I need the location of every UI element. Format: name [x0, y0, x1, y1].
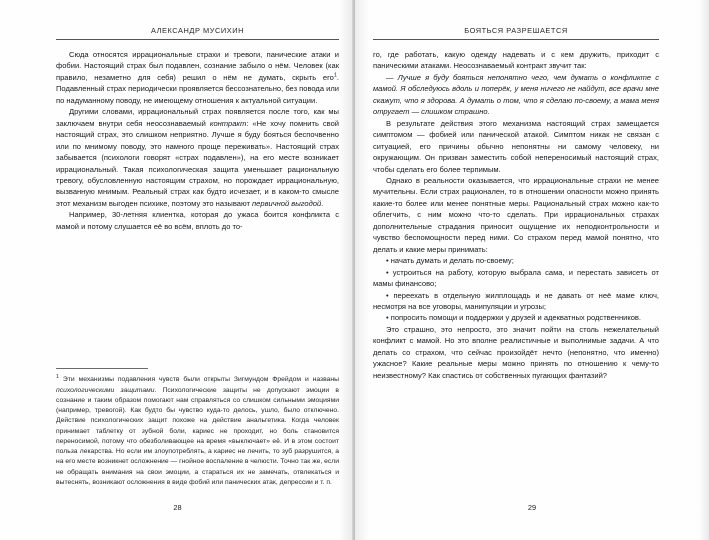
- right-page-body: [373, 49, 659, 381]
- paragraph: [56, 49, 339, 106]
- paragraph: Однако в реальности оказывается, что иррациональные страхи не менее мучительны. Если страх рационален, то в отношении опасности можно принять какие-то более или менее понятные меры. Рациональный страх можно как-то облегчить, с ним можно что-то сделать. При иррациональных страхах дополнительные страдания приносит ощущение их неподконтрольности и чувство беспомощности перед ними. Со страхом перед мамой понятно, что делать и какие меры принимать:: [373, 175, 659, 254]
- left-page-body: [56, 49, 339, 232]
- paragraph: [56, 209, 339, 232]
- footnote-text: [56, 375, 339, 488]
- running-head-author: АЛЕКСАНДР МУСИХИН: [151, 26, 244, 35]
- right-page: [355, 0, 709, 540]
- footnote-part-1: Эти механизмы подавления чувств были открыты Зигмундом Фрейдом и названы: [59, 376, 339, 384]
- page-number-right: 29: [527, 503, 537, 512]
- running-head-title: БОЯТЬСЯ РАЗРЕШАЕТСЯ: [464, 26, 568, 35]
- footnote-block: [56, 368, 339, 488]
- paragraph-final: Это страшно, это непросто, это значит пойти на столь нежелательный конфликт с мамой. Но это вполне реалистичные и выполнимые задачи. А что делать со страхом, что сейчас произойдёт нечто (непонятно, что именно) ужасное? Какие реальные меры можно принять по отношению к чему-то неизвестному? Как спастись от собственных пугающих фантазий?: [373, 324, 659, 380]
- quote-text: — Лучше я буду бояться непонятно чего, чем думать о конфликте с мамой. Я обследуюсь вдоль и поперёк, у меня ничего не найдут, все врачи мне скажут, что я здорова. А думать о том, что я сделаю по-своему, а мама меня отругает — слишком страшно.: [373, 72, 659, 117]
- list-item: • начать думать и делать по-своему;: [386, 256, 514, 266]
- paragraph: [56, 106, 339, 209]
- running-head-rule: [373, 39, 659, 40]
- paragraph-text: Другими словами, иррациональный страх появляется после того, как мы заключаем внутри себя неосознаваемый: [56, 107, 339, 128]
- paragraph: В результате действия этого механизма настоящий страх замещается симптомом — фобией или панической атакой. Симптом никак не связан с ситуацией, его причины обычно непонятны ни самому человеку, ни окружающим. Он призван заместить собой непереносимый настоящий страх, чтобы сделать его более терпимым.: [373, 118, 659, 174]
- list-item: • переехать в отдельную жилплощадь и не давать от неё маме ключ, несмотря на все уговоры, манипуляции и угрозы;: [373, 290, 659, 311]
- paragraph-tail: : «Не хочу помнить свой настоящий страх, это слишком неприятно. Лучше я буду бояться беспочвенно или по мнимому поводу, это намного проще переживать». Настоящий страх забывается (психологи говорят «страх подавлен»), на его месте возникает иррациональный. Такая психологическая защита уменьшает рациональную тревогу, обусловленную настоящим страхом, но порождает иррациональную, вызванную мнимым. Реальный страх как будто исчезает, и в каком-то смысле этот механизм выгоден психике, поэтому это называют: [56, 118, 339, 208]
- paragraph-continued: го, где работать, какую одежду надевать и с кем дружить, приходит с паническими атаками. Неосознаваемый контракт звучит так:: [373, 50, 659, 71]
- footnote-number: 1: [56, 374, 59, 380]
- paragraph-text: Например, 30-летняя клиентка, которая до ужаса боится конфликта с мамой и потому слушается её во всём, вплоть до то-: [56, 210, 339, 231]
- footnote-separator-rule: [56, 368, 148, 369]
- list-item: • устроиться на работу, которую выбрала сама, и перестать зависеть от мамы финансово;: [373, 267, 659, 289]
- paragraph-text: Сюда относятся иррациональные страхи и тревоги, панические атаки и фобии. Настоящий страх был подавлен, сознание забыло о нём. Человек (как правило, незаметно для себя) решил о нём не думать, скрыть его: [56, 50, 339, 82]
- paragraph-tail: . Подавленный страх периодически проявляется бессознательно, без повода или по надуманному поводу, не имеющему отношения к актуальной ситуации.: [56, 72, 339, 105]
- italic-term-contract: контракт: [209, 118, 247, 128]
- italic-term-defenses: психологическими защитами: [56, 386, 155, 394]
- running-head-rule: [56, 39, 339, 40]
- footnote-marker[interactable]: 1: [333, 72, 337, 79]
- client-quote-block: [373, 72, 659, 118]
- paragraph-end: .: [321, 198, 324, 208]
- italic-term-primary-gain: первичной выгодой: [252, 198, 322, 208]
- footnote-part-2: . Психологические защиты не допускают эмоции в сознание и таким образом помогают нам справляться со слишком сильными эмоциями (например, тревогой). Как будто бы чувство куда-то делось, ушло, было отключено. Действие психологических защит похоже на действие анальгетика. Когда человек принимает таблетку от зубной боли, кариес не проходит, но боль становится переносимой, потому что обезболивающее на время «выключает» её. И в этом состоит польза лекарства. Но если им злоупотреблять, а кариес не лечить, то зуб разрушится, а на его месте возникнет осложнение — гнойное воспаление в челюсти. Точно так же, если не обращать внимания на свои эмоции, а стараться их не замечать, отвлекаться и вытеснять, возникают осложнения в виде фобий или панических атак, депрессии и т. п.: [56, 386, 340, 486]
- page-number-left: 28: [173, 503, 182, 512]
- list-item: • попросить помощи и поддержки у друзей и адекватных родственников.: [386, 313, 642, 323]
